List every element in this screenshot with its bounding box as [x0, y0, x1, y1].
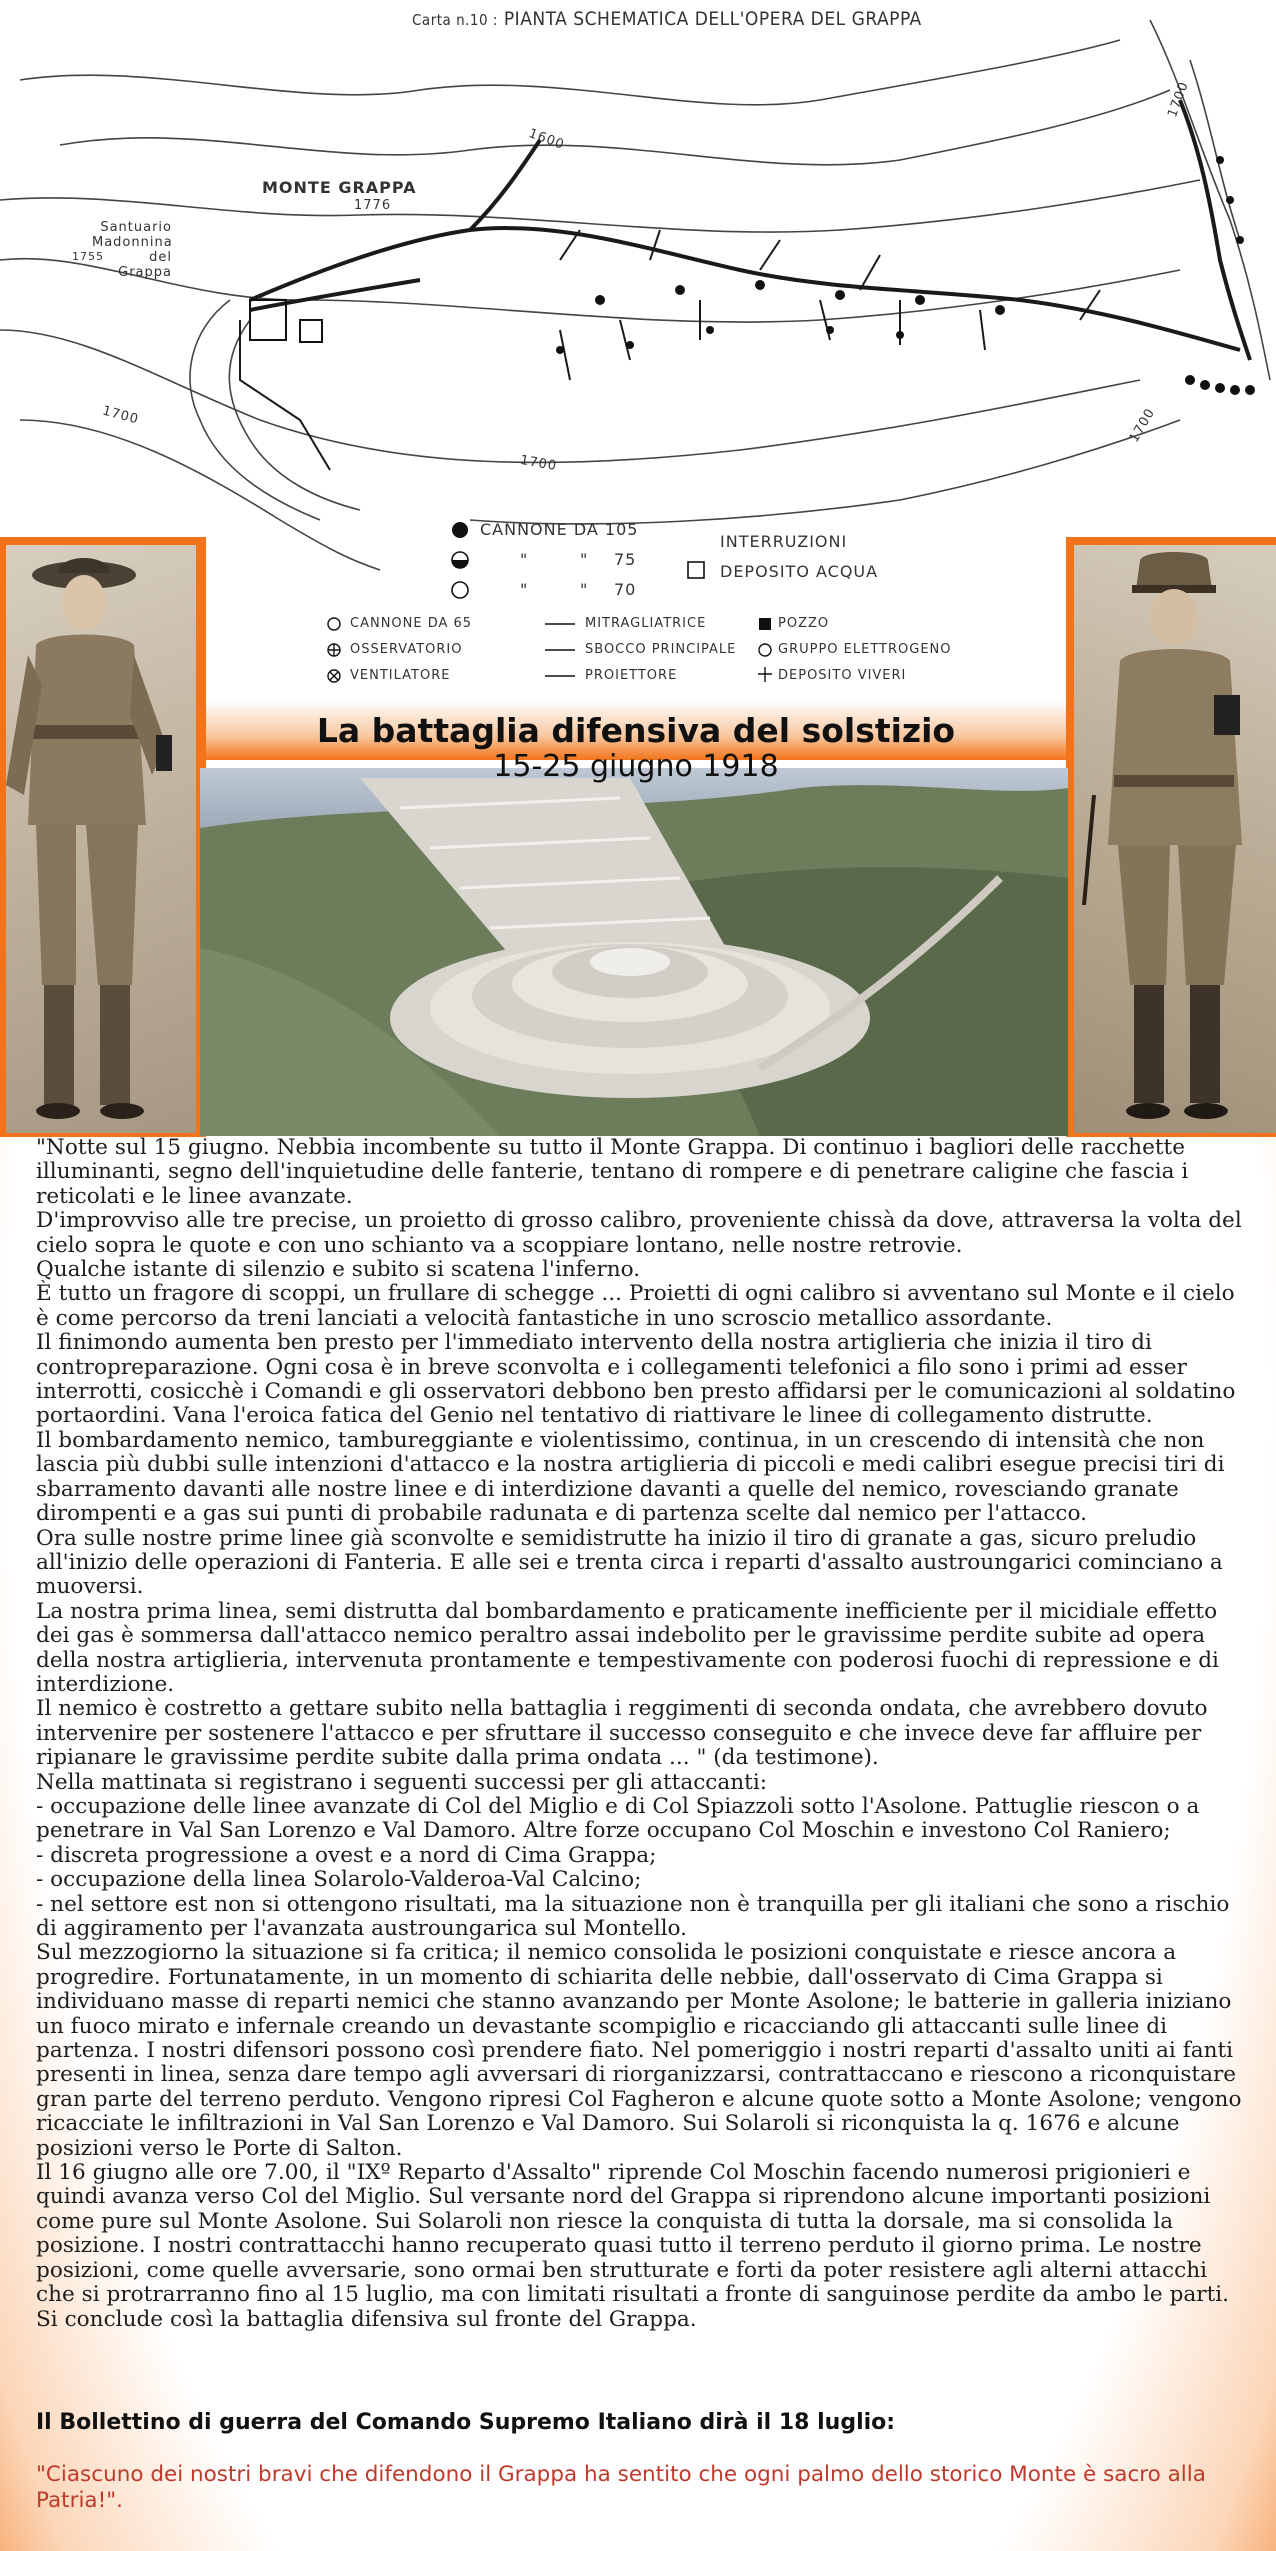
legend-cannone-75: 75: [614, 550, 637, 569]
paragraph: È tutto un fragore di scoppi, un frullare di schegge ... Proietti di ogni calibro si avventano sul Monte e il cielo è come percorso da treni lanciati a velocità fantastiche in uno scroscio metallico assordante.: [36, 1281, 1235, 1331]
label-elev-1755: 1755: [72, 250, 104, 263]
list-item: - occupazione della linea Solarolo-Valderoa-Val Calcino;: [36, 1867, 642, 1893]
paragraph: Qualche istante di silenzio e subito si scatena l'inferno.: [36, 1257, 641, 1283]
contour-label-1600: 1600: [526, 126, 567, 153]
legend-pozzo: POZZO: [778, 616, 830, 631]
list-item: - discreta progressione a ovest e a nord di Cima Grappa;: [36, 1842, 657, 1868]
paragraph: Ora sulle nostre prime linee già sconvolte e semidistrutte ha inizio il tiro di granate a gas, sicuro preludio all'inizio delle operazioni di Fanteria. E alle sei e trenta circa i reparti d'assalto austroungarici cominciano a muoversi.: [36, 1525, 1223, 1600]
label-elev-1776: 1776: [354, 198, 392, 213]
paragraph: Sul mezzogiorno la situazione si fa critica; il nemico consolida le posizioni conquistate e riesce ancora a progredire. Fortunatamente, in un momento di schiarita delle nebbie, dall'osservato di Cima Grappa si individuano masse di reparti nemici che stanno avanzando per Monte Asolone; le batterie in galleria iniziano un fuoco mirato e infernale creando un devastante scompiglio e ricacciando gli attaccanti sulle linee di partenza. I nostri difensori possono così prendere fiato. Nel pomeriggio i nostri reparti d'assalto uniti ai fanti presenti in linea, senza dare tempo agli avversari di riorganizzarsi, contrattaccano e riescono a riconquistare gran parte del terreno perduto. Vengono ripresi Col Fagheron e alcune quote sotto a Monte Asolone; vengono ricacciate le infiltrazioni in Val San Lorenzo e Val Damoro. Sui Solaroli si riconquista la q. 1676 e alcune posizioni verso le Porte di Salton.: [36, 1940, 1242, 2161]
page-subtitle: 15-25 giugno 1918: [493, 749, 779, 784]
list-item: - nel settore est non si ottengono risultati, ma la situazione non è tranquilla per gli italiani che sono a rischio di aggiramento per l'avanzata austroungarica sul Montello.: [36, 1891, 1230, 1941]
legend-ditto-75-b: ": [580, 550, 589, 569]
legend-cannone-105: CANNONE DA 105: [480, 520, 639, 539]
legend-interruzioni: INTERRUZIONI: [720, 532, 848, 551]
bulletin-heading: Il Bollettino di guerra del Comando Supremo Italiano dirà il 18 luglio:: [36, 2410, 896, 2435]
paragraph: La nostra prima linea, semi distrutta dal bombardamento e praticamente inefficiente per il micidiale effetto dei gas è sommersa dall'attacco nemico peraltro assai indebolito per le gravissime perdite subite ad opera della nostra artiglieria, intervenuta prontamente e tempestivamente con poderosi fuochi di repressione e di interdizione.: [36, 1598, 1219, 1697]
label-santuario: Santuario Madonnina del Grappa: [92, 220, 173, 280]
contour-label-1700-c: 1700: [1165, 79, 1192, 120]
paragraph: Il bombardamento nemico, tambureggiante e violentissimo, continua, in un crescendo di intensità che non lascia più dubbi sulle intenzioni d'attacco e la nostra artiglieria di piccoli e medi calibri esegue precisi tiri di sbarramento davanti alle nostre linee e di interdizione davanti a quelle del nemico, rovesciando granate dirompenti e a gas sui punti di probabile radunata e di partenza scelte dal nemico per l'attacco.: [36, 1427, 1225, 1527]
paragraph: Il 16 giugno alle ore 7.00, il "IXº Reparto d'Assalto" riprende Col Moschin facendo numerosi prigionieri e quindi avanza verso Col del Miglio. Sul versante nord del Grappa si riprendono alcune importanti posizioni come pure sul Monte Asolone. Sui Solaroli non riesce la conquista di tutta la dorsale, ma si consolida la posizione. I nostri contrattacchi hanno recuperato quasi tutto il terreno perduto il giorno prima. Le nostre posizioni, come quelle avversarie, sono ormai ben strutturate e forti da poter resistere agli alterni attacchi che si protrarranno fino al 15 luglio, ma con limitati risultati a fronte di sanguinose perdite da ambo le parti. Si conclude così la battaglia difensiva sul fronte del Grappa.: [36, 2160, 1230, 2332]
legend-ditto-70-b: ": [580, 580, 589, 599]
contour-label-1700-d: 1700: [1126, 405, 1159, 446]
cannon105-symbol: [452, 522, 468, 538]
legend-deposito-acqua: DEPOSITO ACQUA: [720, 562, 879, 581]
legend-mitragliatrice: MITRAGLIATRICE: [585, 616, 707, 631]
label-monte-grappa: MONTE GRAPPA: [262, 178, 417, 197]
soldier-photo-right: [1074, 545, 1276, 1133]
article-body: [36, 1136, 1242, 2332]
legend-ventilatore: VENTILATORE: [350, 668, 451, 683]
contour-label-1700-b: 1700: [518, 452, 559, 475]
ossuary-photo: [200, 768, 1068, 1136]
legend-cannone-65: CANNONE DA 65: [350, 616, 473, 631]
legend-ditto-75-a: ": [520, 550, 529, 569]
title-block: [206, 712, 1066, 784]
page-title: La battaglia difensiva del solstizio: [316, 711, 956, 750]
legend-osservatorio: OSSERVATORIO: [350, 642, 463, 657]
legend-gruppo-elettrogeno: GRUPPO ELETTROGENO: [778, 642, 952, 657]
paragraph: Il finimondo aumenta ben presto per l'immediato intervento della nostra artiglieria che inizia il tiro di contropreparazione. Ogni cosa è in breve sconvolta e i collegamenti telefonici a filo sono i primi ad esser interrotti, cosicchè i Comandi e gli osservatori debbono ben presto affidarsi per le comunicazioni al soldatino portaordini. Vana l'eroica fatica del Genio nel tentativo di riattivare le linee di collegamento distrutte.: [36, 1330, 1236, 1429]
legend-cannone-70: 70: [614, 580, 637, 599]
paragraph: D'improvviso alle tre precise, un proietto di grosso calibro, proveniente chissà da dove, attraversa la volta del cielo sopra le quote e con uno schianto va a scoppiare lontano, nelle nostre retrovie.: [36, 1208, 1242, 1258]
contour-label-1700: 1700: [100, 403, 141, 428]
bulletin-quote: "Ciascuno dei nostri bravi che difendono il Grappa ha sentito che ogni palmo dello storico Monte è sacro alla Patria!".: [36, 2462, 1206, 2513]
legend-deposito-viveri: DEPOSITO VIVERI: [778, 668, 907, 683]
paragraph: "Notte sul 15 giugno. Nebbia incombente su tutto il Monte Grappa. Di continuo i bagliori delle racchette illuminanti, segno dell'inquietudine delle fanterie, tentano di rompere e di penetrare caligine che fascia i reticolati e le linee avanzate.: [36, 1135, 1189, 1209]
list-item: - occupazione delle linee avanzate di Col del Miglio e di Col Spiazzoli sotto l'Asolone. Pattuglie riescon o a penetrare in Val San Lorenzo e Val Damoro. Altre forze occupano Col Moschin e investono Col Raniero;: [36, 1793, 1200, 1844]
map-title: Carta n.10 : PIANTA SCHEMATICA DELL'OPERA DEL GRAPPA: [412, 8, 922, 30]
legend-ditto-70-a: ": [520, 580, 529, 599]
legend-proiettore: PROIETTORE: [585, 668, 678, 683]
paragraph: Il nemico è costretto a gettare subito nella battaglia i reggimenti di seconda ondata, che avrebbero dovuto intervenire per sostenere l'attacco e per sfruttare il successo conseguito e che invece deve far affluire per ripianare le gravissime perdite subite dalla prima ondata ... " (da testimone).: [36, 1696, 1208, 1771]
paragraph: Nella mattinata si registrano i seguenti successi per gli attaccanti:: [36, 1769, 768, 1795]
soldier-photo-left: [6, 545, 196, 1133]
legend-sbocco-principale: SBOCCO PRINCIPALE: [585, 642, 737, 657]
